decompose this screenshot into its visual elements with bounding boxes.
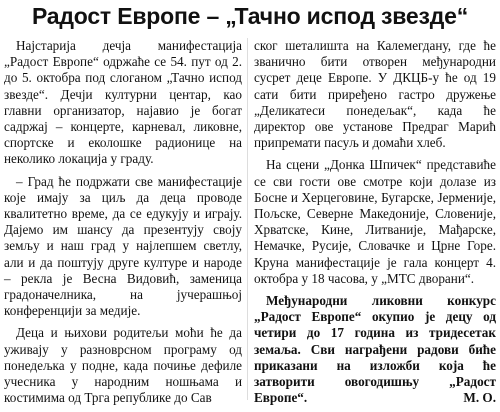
paragraph-contest: [254, 293, 496, 406]
article-headline: Радост Европе – „Тачно испод звезде“: [31, 3, 469, 29]
left-column: [4, 38, 242, 412]
paragraph-contest-text: Међународни ликовни конкурс „Радост Европе“ окупио је децу од четири до 17 година из тридесетак земаља. Сви награђени радови биће приказани на изложби која ће затворити овогодишњу „Радост Европе“.: [254, 293, 496, 406]
paragraph-quote: – Град ће подржати све манифестације које имају за циљ да деца проводе квалитетно време, да се едукују и играју. Дајемо им шансу да презентују своју земљу и наш град у најлепшем светлу, али и да поштују друге културе и народе – рекла је Весна Видовић, заменица градоначелника, на јучерашњој конференцији за медије.: [4, 173, 242, 319]
paragraph-program: Деца и њихови родитељи моћи ће да уживају у разноврсном програму од понедељка у подне, када почиње дефиле учесника у народним ношњама и костимима од Трга републике до Сав: [4, 325, 242, 406]
author-signature: М. О.: [463, 390, 496, 406]
paragraph-program-continued: ског шеталишта на Калемегдану, где ће званично бити отворен међународни сусрет деце Европе. У ДКЦБ-у ће од 19 сати бити приређено гастро дружење „Деликатеси понедељак“, када ће директор ове установе Предраг Марић припремати пасуљ и домаћи хлеб.: [254, 38, 496, 151]
paragraph-stage: На сцени „Донка Шпичек“ представиће се сви гости ове смотре који долазе из Босне и Херцеговине, Бугарске, Јерменије, Пољске, Северне Македоније, Словеније, Хрватске, Кине, Литваније, Мађарске, Немачке, Русије, Словачке и Црне Горе. Круна манифестације је гала концерт 4. октобра у 18 часова, у „МТС дворани“.: [254, 157, 496, 286]
paragraph-intro: Најстарија дечја манифестација „Радост Европе“ одржаће се 54. пут од 2. до 5. октобра под слоганом „Тачно испод звезде“. Дечји културни центар, као главни организатор, најавио је богат садржај – концерте, карневал, ликовне, спортске и еколошке радионице на неколико локација у граду.: [4, 38, 242, 167]
column-divider: [247, 38, 248, 400]
right-column: [254, 38, 496, 412]
